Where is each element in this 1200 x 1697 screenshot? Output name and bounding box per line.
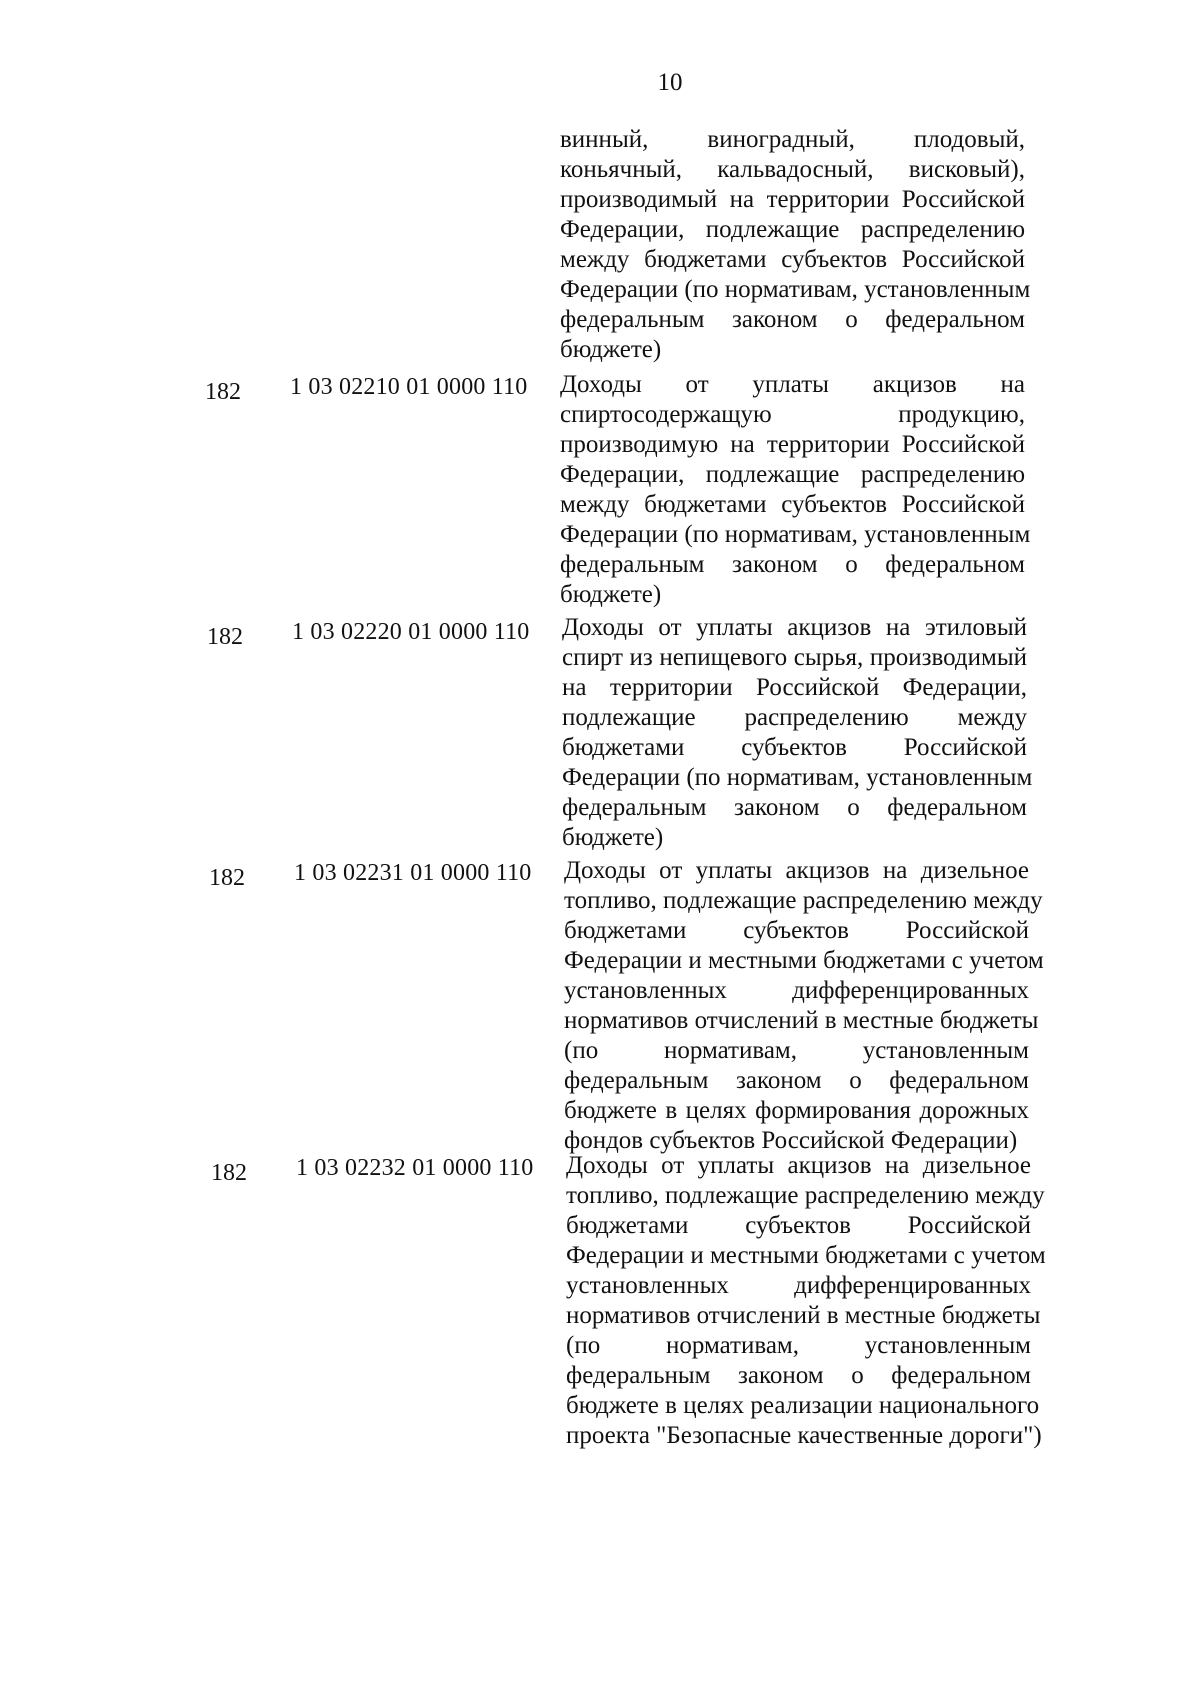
budget-classification-code: 1 03 02220 01 0000 110 (292, 619, 530, 645)
description-line: подлежащие распределению между (562, 704, 1027, 731)
description-line: (по нормативам, установленным (564, 1037, 1029, 1064)
description-line: Доходы от уплаты акцизов на дизельное (566, 1152, 1031, 1179)
description-line: Доходы от уплаты акцизов на этиловый (562, 614, 1027, 641)
description-line: бюджетами субъектов Российской (564, 917, 1029, 944)
revenue-description (562, 613, 1033, 853)
revenue-description (560, 125, 1031, 365)
description-line: проекта "Безопасные качественные дороги") (566, 1422, 1042, 1449)
administrator-code: 182 (211, 1160, 247, 1186)
description-line: Федерации, подлежащие распределению (560, 216, 1025, 243)
description-line: федеральным законом о федеральном (562, 794, 1027, 821)
description-line: Доходы от уплаты акцизов на дизельное (564, 857, 1029, 884)
revenue-description (560, 370, 1031, 610)
description-line: топливо, подлежащие распределению между (566, 1182, 1045, 1209)
description-line: установленных дифференцированных (566, 1272, 1031, 1299)
description-line: (по нормативам, установленным (566, 1332, 1031, 1359)
description-line: установленных дифференцированных (564, 977, 1029, 1004)
description-line: Доходы от уплаты акцизов на (560, 371, 1025, 398)
description-line: бюджете) (560, 581, 662, 608)
description-line: топливо, подлежащие распределению между (564, 887, 1043, 914)
revenue-description (566, 1151, 1046, 1451)
description-line: бюджетами субъектов Российской (562, 734, 1027, 761)
description-line: бюджете в целях формирования дорожных (564, 1097, 1029, 1124)
description-line: коньячный, кальвадосный, висковый), (560, 156, 1025, 183)
description-line: бюджете) (560, 336, 662, 363)
description-line: Федерации, подлежащие распределению (560, 461, 1025, 488)
description-line: между бюджетами субъектов Российской (560, 491, 1025, 518)
description-line: винный, виноградный, плодовый, (560, 126, 1025, 153)
description-line: фондов субъектов Российской Федерации) (564, 1127, 1018, 1154)
description-line: Федерации (по нормативам, установленным (560, 521, 1031, 548)
description-line: бюджете) (562, 824, 664, 851)
description-line: федеральным законом о федеральном (564, 1067, 1029, 1094)
description-line: бюджете в целях реализации национального (566, 1392, 1040, 1419)
description-line: Федерации и местными бюджетами с учетом (564, 947, 1044, 974)
description-line: на территории Российской Федерации, (562, 674, 1027, 701)
description-line: производимую на территории Российской (560, 431, 1025, 458)
administrator-code: 182 (205, 379, 241, 405)
description-line: между бюджетами субъектов Российской (560, 246, 1025, 273)
description-line: федеральным законом о федеральном (566, 1362, 1031, 1389)
revenue-description (564, 856, 1044, 1156)
description-line: нормативов отчислений в местные бюджеты (564, 1007, 1039, 1034)
description-line: производимый на территории Российской (560, 186, 1025, 213)
description-line: федеральным законом о федеральном (560, 306, 1025, 333)
description-line: бюджетами субъектов Российской (566, 1212, 1031, 1239)
budget-classification-code: 1 03 02231 01 0000 110 (294, 860, 532, 886)
description-line: спиртосодержащую продукцию, (560, 401, 1025, 428)
budget-classification-code: 1 03 02210 01 0000 110 (290, 374, 528, 400)
budget-classification-code: 1 03 02232 01 0000 110 (296, 1155, 534, 1181)
description-line: нормативов отчислений в местные бюджеты (566, 1302, 1041, 1329)
administrator-code: 182 (207, 624, 243, 650)
page-number: 10 (657, 69, 683, 96)
description-line: Федерации (по нормативам, установленным (560, 276, 1031, 303)
administrator-code: 182 (209, 865, 245, 891)
description-line: Федерации (по нормативам, установленным (562, 764, 1033, 791)
description-line: федеральным законом о федеральном (560, 551, 1025, 578)
description-line: Федерации и местными бюджетами с учетом (566, 1242, 1046, 1269)
description-line: спирт из непищевого сырья, производимый (562, 644, 1027, 671)
